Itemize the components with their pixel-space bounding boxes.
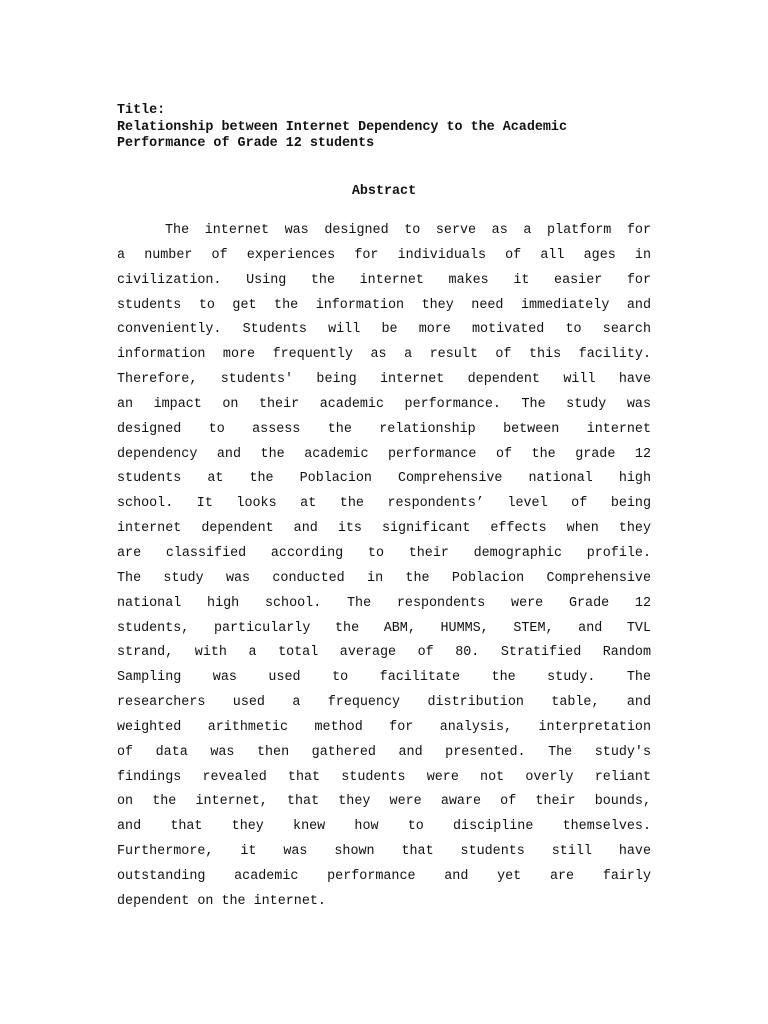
abstract-line: The internet was designed to serve as a platform for xyxy=(165,223,651,238)
abstract-line: an impact on their academic performance. The study was xyxy=(117,396,651,412)
abstract-line: a number of experiences for individuals of all ages in xyxy=(117,247,651,263)
abstract-line: on the internet, that they were aware of their bounds, xyxy=(117,794,651,810)
abstract-line: conveniently. Students will be more motivated to search xyxy=(117,322,651,338)
abstract-line: information more frequently as a result of this facility. xyxy=(117,347,651,363)
abstract-line: strand, with a total average of 80. Stratified Random xyxy=(117,645,651,661)
abstract-line: Furthermore, it was shown that students still have xyxy=(117,844,651,860)
title-line-2: Performance of Grade 12 students xyxy=(117,136,375,151)
abstract-line: dependent on the internet. xyxy=(117,893,326,909)
abstract-line: internet dependent and its significant effects when they xyxy=(117,521,651,537)
title-line-1: Relationship between Internet Dependency to the Academic xyxy=(117,119,567,135)
abstract-line: national high school. The respondents were Grade 12 xyxy=(117,595,651,611)
title-block xyxy=(117,103,657,153)
title-label: Title: xyxy=(117,103,166,118)
abstract-line: are classified according to their demographic profile. xyxy=(117,545,651,561)
abstract-line: Therefore, students' being internet dependent will have xyxy=(117,372,651,388)
abstract-line: Sampling was used to facilitate the study. The xyxy=(117,670,651,686)
abstract-body xyxy=(117,219,651,915)
abstract-line: of data was then gathered and presented. The study's xyxy=(117,744,651,760)
abstract-line: researchers used a frequency distribution table, and xyxy=(117,695,651,711)
abstract-line: students to get the information they need immediately and xyxy=(117,297,651,313)
abstract-line: weighted arithmetic method for analysis, interpretation xyxy=(117,719,651,735)
abstract-line: dependency and the academic performance of the grade 12 xyxy=(117,446,651,462)
abstract-heading: Abstract xyxy=(351,184,417,199)
abstract-line: The study was conducted in the Poblacion Comprehensive xyxy=(117,570,651,586)
abstract-line: students at the Poblacion Comprehensive national high xyxy=(117,471,651,487)
abstract-line: outstanding academic performance and yet are fairly xyxy=(117,868,651,884)
abstract-line: students, particularly the ABM, HUMMS, STEM, and TVL xyxy=(117,620,651,636)
abstract-line: school. It looks at the respondents’ level of being xyxy=(117,496,651,512)
abstract-line: findings revealed that students were not overly reliant xyxy=(117,769,651,785)
abstract-line: and that they knew how to discipline themselves. xyxy=(117,819,651,835)
abstract-line: civilization. Using the internet makes it easier for xyxy=(117,272,651,288)
abstract-line: designed to assess the relationship between internet xyxy=(117,421,651,437)
